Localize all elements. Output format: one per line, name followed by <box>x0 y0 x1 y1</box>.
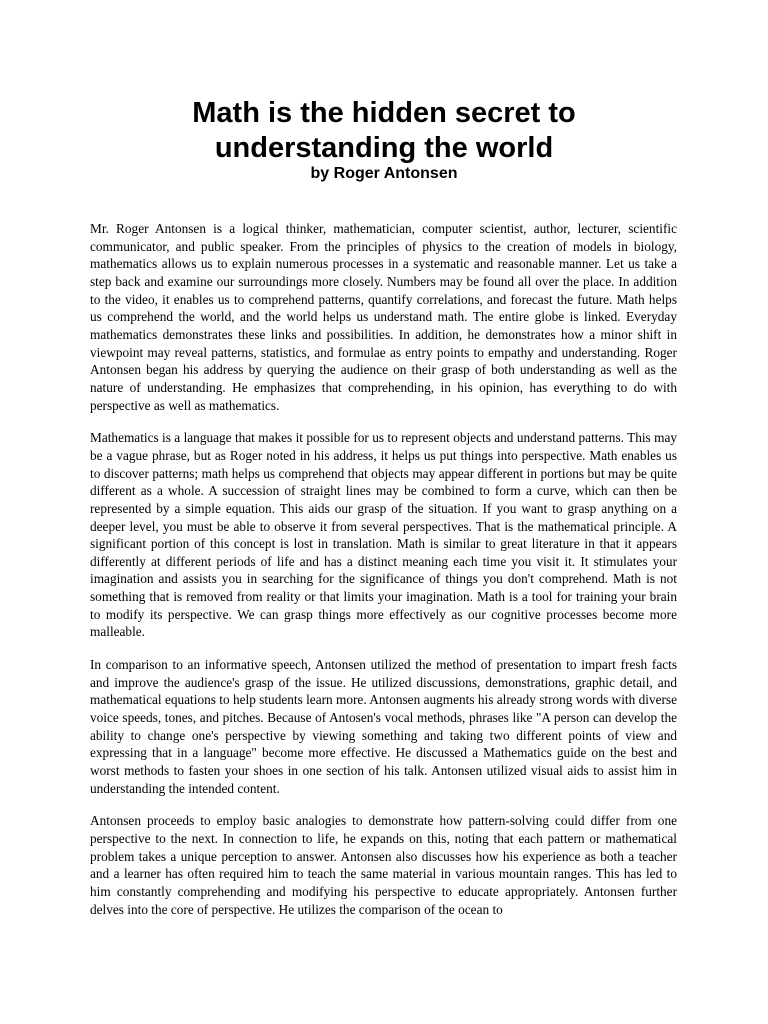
paragraph-1: Mr. Roger Antonsen is a logical thinker, mathematician, computer scientist, author, lecturer, scientific communicator, and public speaker. From the principles of physics to the creation of models in biology, mathematics allows us to explain numerous processes in a systematic and reasonable manner. Let us take a step back and examine our surroundings more closely. Numbers may be found all over the place. In addition to the video, it enables us to comprehend patterns, quantify correlations, and forecast the future. Math helps us comprehend the world, and the world helps us understand math. The entire globe is linked. Everyday mathematics demonstrates these links and possibilities. In addition, he demonstrates how a minor shift in viewpoint may reveal patterns, statistics, and formulae as entry points to empathy and understanding. Roger Antonsen began his address by querying the audience on their grasp of both understanding as well as the nature of understanding. He emphasizes that comprehending, in his opinion, has everything to do with perspective as well as mathematics. <box>90 221 677 413</box>
paragraph-2: Mathematics is a language that makes it possible for us to represent objects and understand patterns. This may be a vague phrase, but as Roger noted in his address, it helps us put things into perspective. Math enables us to discover patterns; math helps us comprehend that objects may appear different in portions but may be quite different as a whole. A succession of straight lines may be combined to form a curve, which can then be represented by a simple equation. This aids our grasp of the situation. If you want to grasp anything on a deeper level, you must be able to observe it from several perspectives. That is the mathematical principle. A significant portion of this concept is lost in translation. Math is similar to great literature in that it appears differently at different periods of life and has a distinct meaning each time you visit it. It stimulates your imagination and assists you in searching for the significance of things you don't comprehend. Math is not something that is removed from reality or that limits your imagination. Math is a tool for training your brain to modify its perspective. We can grasp things more effectively as our cognitive processes become more malleable. <box>90 430 677 640</box>
title-line-1: Math is the hidden secret to <box>192 97 576 129</box>
author-byline: by Roger Antonsen <box>310 165 458 182</box>
title-line-2: understanding the world <box>214 132 554 164</box>
paragraph-3: In comparison to an informative speech, Antonsen utilized the method of presentation to impart fresh facts and improve the audience's grasp of the issue. He utilized discussions, demonstrations, graphic detail, and mathematical equations to help students learn more. Antonsen augments his already strong words with diverse voice speeds, tones, and pitches. Because of Antosen's vocal methods, phrases like "A person can develop the ability to change one's perspective by viewing something and taking two different points of view and expressing that in a language" become more effective. He discussed a Mathematics guide on the best and worst methods to fasten your shoes in one section of his talk. Antonsen utilized visual aids to assist him in understanding the intended content. <box>90 657 677 796</box>
document-body <box>90 220 677 918</box>
paragraph-4: Antonsen proceeds to employ basic analogies to demonstrate how pattern-solving could differ from one perspective to the next. In connection to life, he expands on this, noting that each pattern or mathematical problem takes a unique perception to answer. Antonsen also discusses how his experience as both a teacher and a learner has often required him to teach the same material in various mountain ranges. This has led to him constantly comprehending and modifying his perspective to educate appropriately. Antonsen further delves into the core of perspective. He utilizes the comparison of the ocean to <box>90 813 677 917</box>
document-title <box>0 96 768 166</box>
